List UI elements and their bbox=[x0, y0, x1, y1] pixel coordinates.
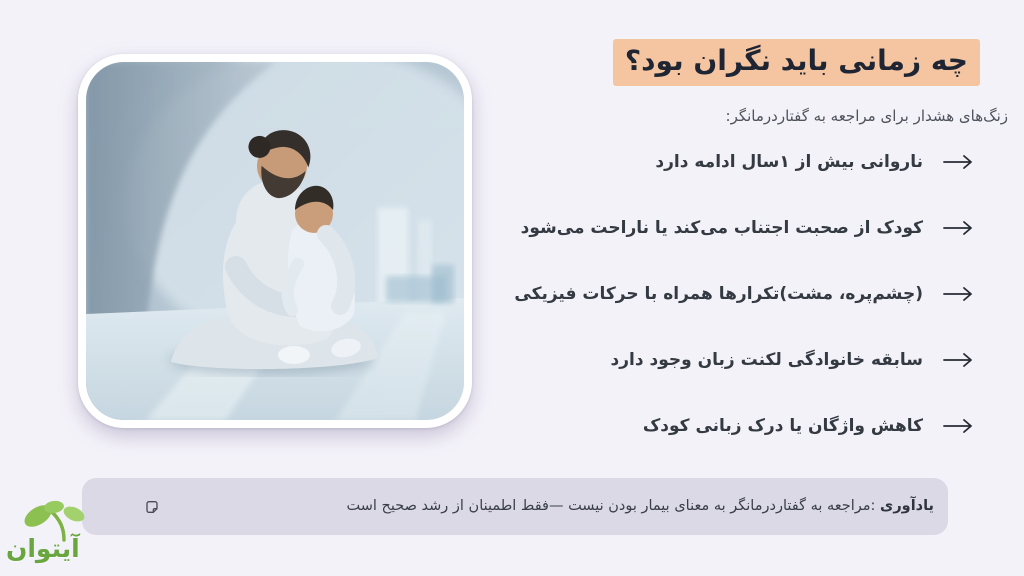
list-item-label: کاهش واژگان یا درک زبانی کودک bbox=[642, 415, 923, 436]
reminder-bar bbox=[82, 478, 948, 535]
list-item bbox=[578, 341, 1008, 379]
list-item-label: سابقه خانوادگی لکنت زبان وجود دارد bbox=[610, 349, 923, 370]
reminder-text-line bbox=[96, 497, 934, 516]
list-item bbox=[514, 275, 1008, 313]
list-item bbox=[520, 209, 1008, 247]
photo-card bbox=[78, 54, 472, 428]
list-item-label: کودک از صحبت اجتناب می‌کند یا ناراحت می‌شود bbox=[520, 217, 923, 238]
logo bbox=[0, 498, 110, 576]
arrow-right-icon bbox=[943, 286, 973, 302]
arrow-right-icon bbox=[943, 352, 973, 368]
note-icon bbox=[144, 499, 160, 515]
arrow-right-icon bbox=[943, 418, 973, 434]
arrow-right-icon bbox=[943, 220, 973, 236]
father-hugging-child-photo bbox=[86, 62, 464, 420]
warning-list bbox=[514, 143, 1008, 473]
list-item-label: ناروانی بیش از ۱سال ادامه دارد bbox=[655, 151, 923, 172]
arrow-right-icon bbox=[943, 154, 973, 170]
logo-text: آیتوان bbox=[6, 534, 80, 563]
list-item bbox=[578, 143, 1008, 181]
list-item-label: (چشم‌پره، مشت)تکرارها همراه با حرکات فیزیکی bbox=[514, 283, 923, 304]
page-title: چه زمانی باید نگران بود؟ bbox=[613, 39, 980, 86]
list-item bbox=[578, 407, 1008, 445]
reminder-label: یادآوری bbox=[880, 498, 934, 515]
subtitle: زنگ‌های هشدار برای مراجعه به گفتاردرمانگر: bbox=[725, 107, 1008, 125]
reminder-text: :مراجعه به گفتاردرمانگر به معنای بیمار بودن نیست —فقط اطمینان از رشد صحیح است bbox=[346, 498, 881, 515]
